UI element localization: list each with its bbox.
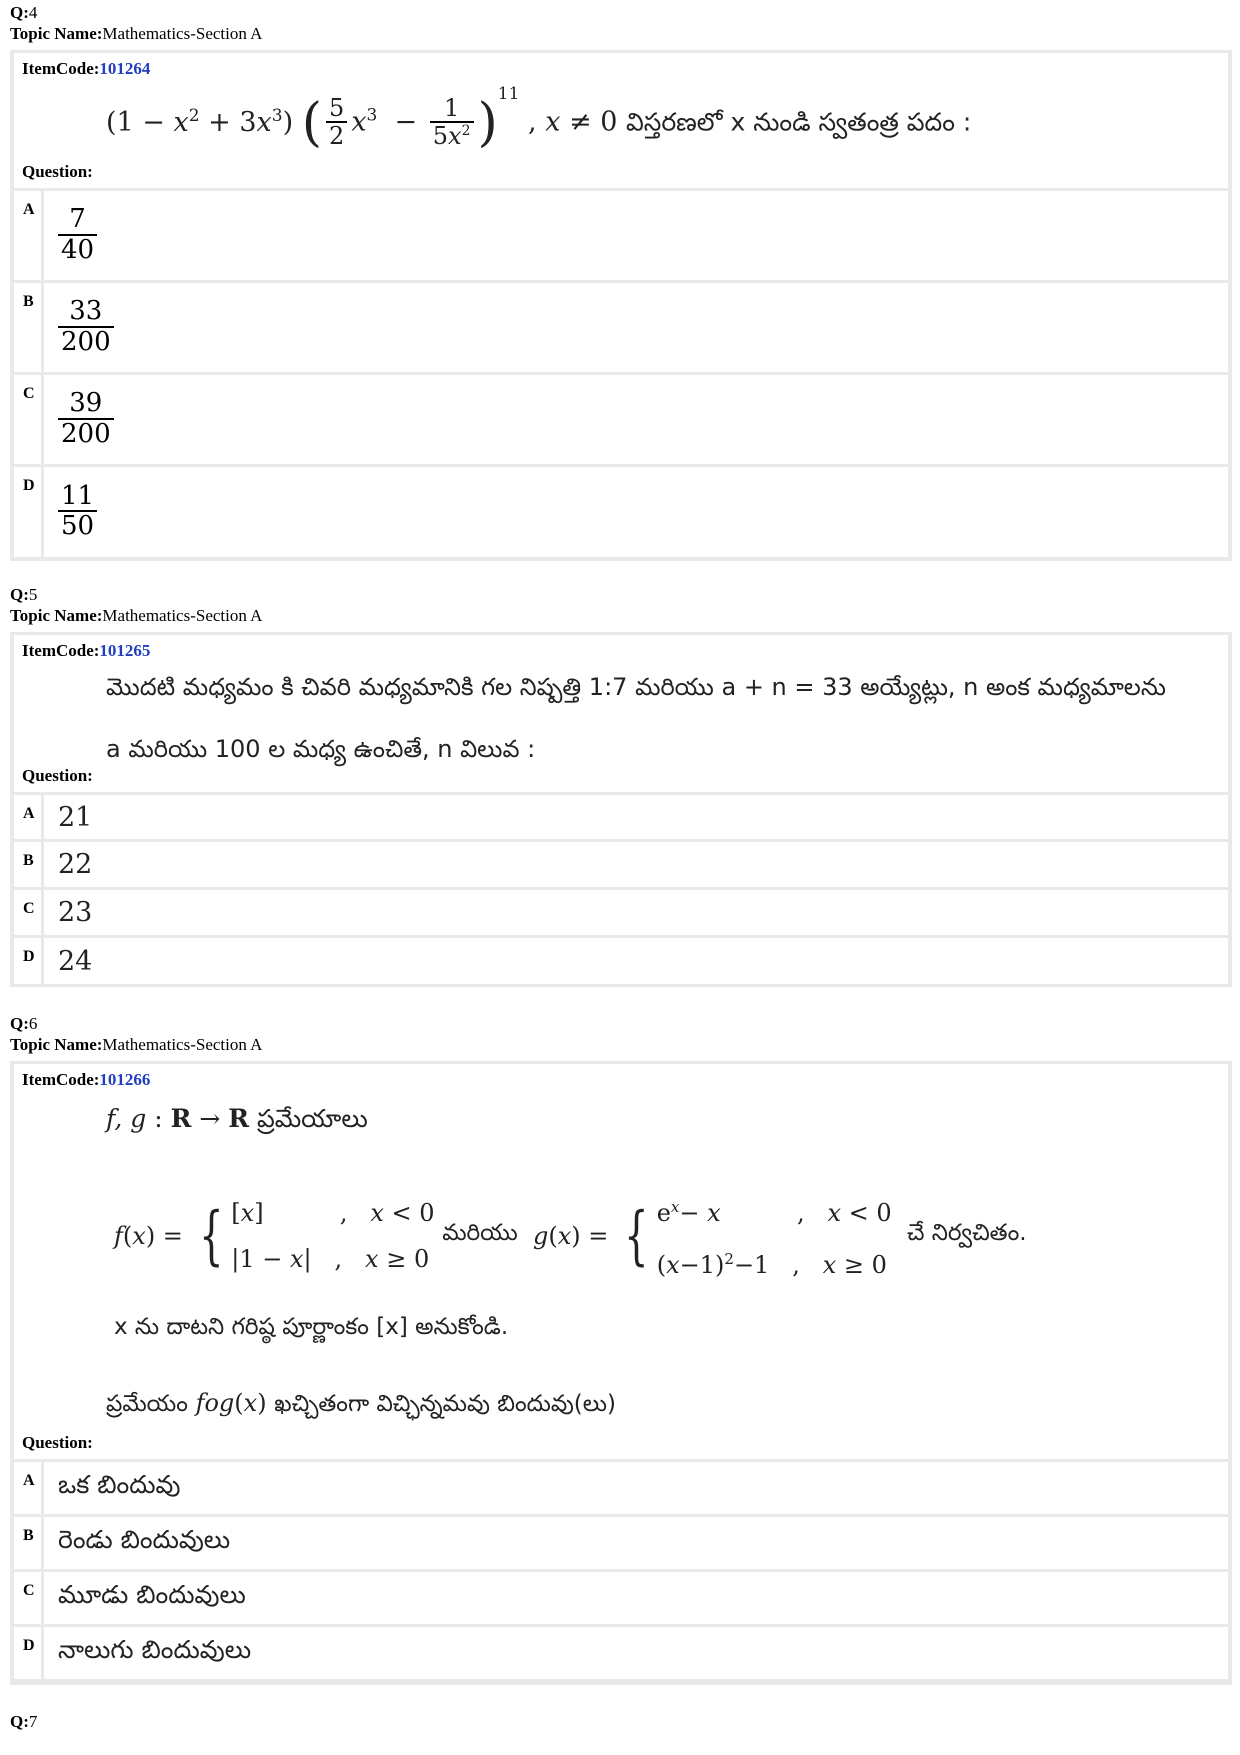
question-box-6 — [10, 1061, 1232, 1685]
option-row-d[interactable] — [14, 467, 1228, 557]
itemcode: ItemCode:101266 — [22, 1070, 151, 1089]
floor-definition: x ను దాటని గరిష్ఠ పూర్ణాంకం [x] అనుకోండి. — [114, 1314, 509, 1340]
itemcode: ItemCode:101264 — [22, 59, 151, 78]
question-header-4 — [10, 2, 262, 44]
option-letter: D — [14, 1627, 44, 1679]
question-box-5 — [10, 632, 1232, 987]
question-label: Question: — [22, 1433, 93, 1452]
option-value: రెండు బిందువులు — [58, 1525, 231, 1554]
option-letter: A — [14, 1462, 44, 1514]
option-letter: C — [14, 1572, 44, 1624]
q-number: 6 — [28, 1014, 38, 1033]
option-row-a[interactable] — [14, 795, 1228, 839]
option-letter: C — [14, 375, 44, 464]
q-number: 4 — [28, 3, 38, 22]
option-row-c[interactable] — [14, 375, 1228, 464]
option-row-b[interactable] — [14, 1517, 1228, 1569]
topic-name: Mathematics-Section A — [102, 24, 263, 43]
option-value: 24 — [58, 945, 93, 977]
question-row — [14, 635, 1228, 792]
question-text-line2: a మరియు 100 ల మధ్య ఉంచితే, n విలువ : — [106, 735, 536, 763]
q-number: 7 — [28, 1712, 38, 1731]
question-row — [14, 1064, 1228, 1459]
question-header-6 — [10, 1013, 262, 1055]
option-letter: A — [14, 795, 44, 839]
option-letter: A — [14, 191, 44, 280]
and-text: మరియు — [442, 1220, 518, 1246]
functions-text: ప్రమేయాలు — [256, 1104, 368, 1133]
q-label: Q: — [10, 1712, 29, 1731]
function-text: ప్రమేయం — [106, 1391, 188, 1417]
itemcode-value: 101266 — [99, 1070, 151, 1089]
question-row — [14, 53, 1228, 188]
option-value: $\frac{33}{200}$ — [44, 283, 114, 372]
question-line1: f, g : R → R ప్రమేయాలు — [106, 1104, 368, 1133]
option-row-d[interactable] — [14, 938, 1228, 984]
question-box-4 — [10, 50, 1232, 561]
q-number: 5 — [28, 585, 38, 604]
option-letter: D — [14, 938, 44, 984]
topic-label: Topic Name: — [10, 1035, 103, 1054]
discontinuity-text: ఖచ్చితంగా విచ్ఛిన్నమవు బిందువు(లు) — [274, 1391, 616, 1417]
itemcode-value: 101265 — [99, 641, 151, 660]
question-header-7 — [10, 1711, 37, 1732]
question-label: Question: — [22, 766, 93, 785]
question-expression: $(1 - x^2 + 3x^3)$ ( $\frac{5}{2}$ $x^3$ − $\frac{1}{5x^2}$ )$^{11}$ , x ≠ 0 విస్తరణలో x నుండి స్వతంత్ర పదం : — [106, 83, 972, 153]
question-label: Question: — [22, 162, 93, 181]
option-value: $\frac{7}{40}$ — [44, 191, 97, 280]
option-value: 22 — [58, 849, 93, 880]
topic-label: Topic Name: — [10, 24, 103, 43]
option-row-d[interactable] — [14, 1627, 1228, 1679]
option-row-b[interactable] — [14, 283, 1228, 372]
topic-name: Mathematics-Section A — [102, 1035, 263, 1054]
option-row-a[interactable] — [14, 191, 1228, 280]
option-value: 23 — [58, 897, 93, 928]
function-definitions: f ( x ) = { [x] , x < 0 |1 − x| , x ≥ 0 మరియు g ( x ) = { $e^x- x$ , x < 0 $(x-1)^2-1$ , x ≥ 0 చే నిర్వచితం. — [114, 1198, 1027, 1279]
option-letter: C — [14, 890, 44, 935]
option-letter: B — [14, 842, 44, 887]
q-label: Q: — [10, 585, 29, 604]
option-value: మూడు బిందువులు — [58, 1580, 246, 1609]
q-label: Q: — [10, 1014, 29, 1033]
option-value: $\frac{11}{50}$ — [44, 467, 97, 557]
topic-name: Mathematics-Section A — [102, 606, 263, 625]
option-row-b[interactable] — [14, 842, 1228, 887]
option-value: $\frac{39}{200}$ — [44, 375, 114, 464]
option-row-a[interactable] — [14, 1462, 1228, 1514]
option-value: ఒక బిందువు — [58, 1470, 181, 1499]
question-text: విస్తరణలో x నుండి స్వతంత్ర పదం : — [626, 107, 972, 137]
option-row-c[interactable] — [14, 890, 1228, 935]
defined-text: చే నిర్వచితం. — [906, 1220, 1027, 1246]
option-value: 21 — [58, 801, 93, 833]
option-letter: B — [14, 283, 44, 372]
option-row-c[interactable] — [14, 1572, 1228, 1624]
option-value: నాలుగు బిందువులు — [58, 1635, 252, 1664]
q-label: Q: — [10, 3, 29, 22]
option-letter: D — [14, 467, 44, 557]
question-line4: ప్రమేయం fog(x) ఖచ్చితంగా విచ్ఛిన్నమవు బిందువు(లు) — [106, 1389, 616, 1417]
question-header-5 — [10, 584, 262, 626]
question-text-line1: మొదటి మధ్యమం కి చివరి మధ్యమానికి గల నిష్పత్తి 1:7 మరియు a + n = 33 అయ్యేట్లు, n అంక మధ్యమాలను — [106, 673, 1166, 701]
itemcode-value: 101264 — [99, 59, 151, 78]
topic-label: Topic Name: — [10, 606, 103, 625]
option-letter: B — [14, 1517, 44, 1569]
itemcode: ItemCode:101265 — [22, 641, 151, 660]
